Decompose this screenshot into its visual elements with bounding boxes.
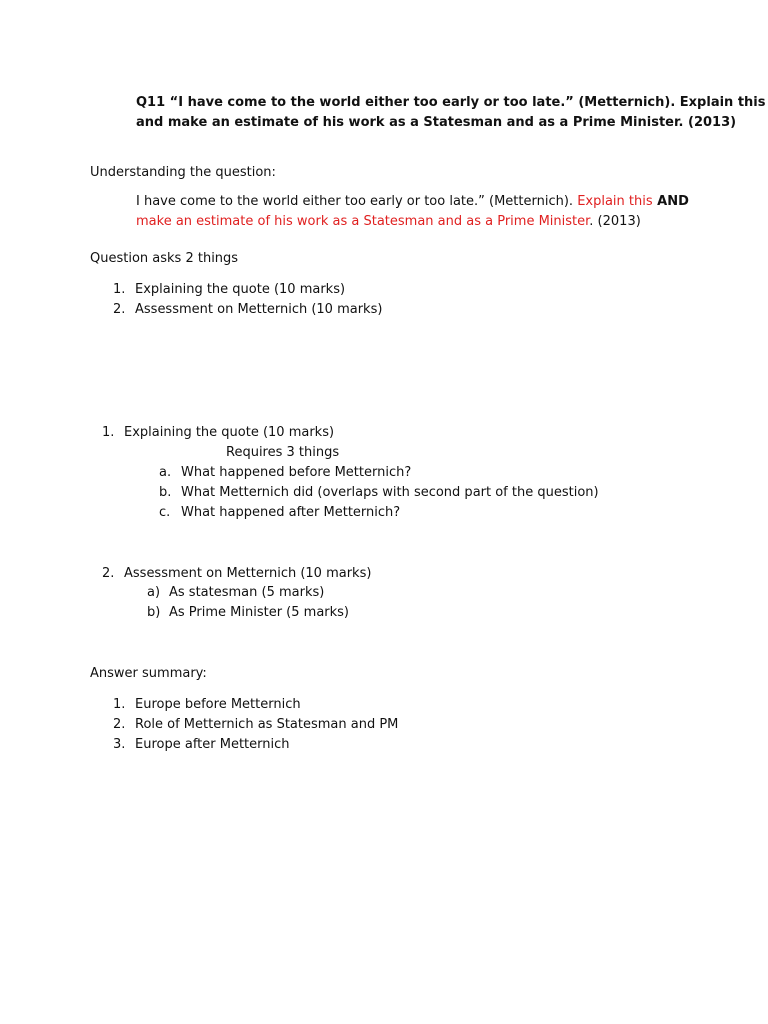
section1-title-text: Explaining the quote (10 marks) (124, 425, 335, 440)
section2-title (102, 564, 371, 584)
summary-item-text: Role of Metternich as Statesman and PM (135, 717, 399, 732)
section1-item (159, 503, 400, 523)
section1-item-text: What happened after Metternich? (181, 505, 401, 520)
question-line-2: and make an estimate of his work as a Statesman and as a Prime Minister. (2013) (136, 115, 737, 130)
asks-item-text: Explaining the quote (10 marks) (135, 282, 346, 297)
section2-number: 2. (102, 566, 115, 581)
section2-item-text: As statesman (5 marks) (169, 585, 325, 600)
section1-item (159, 483, 599, 503)
asks-heading: Question asks 2 things (90, 251, 239, 266)
section1-item-text: What happened before Metternich? (181, 465, 412, 480)
section1-item-text: What Metternich did (overlaps with second part of the question) (181, 485, 599, 500)
summary-item-text: Europe after Metternich (135, 737, 290, 752)
asks-item-text: Assessment on Metternich (10 marks) (135, 302, 383, 317)
understanding-year: . (2013) (589, 214, 641, 229)
summary-item-number: 1. (113, 697, 126, 712)
section1-title (102, 423, 334, 443)
understanding-quote-text: I have come to the world either too early or too late.” (Metternich). (136, 194, 578, 209)
and-keyword: AND (652, 194, 689, 209)
asks-item (113, 300, 382, 320)
section1-item-letter: a. (159, 465, 172, 480)
summary-item (113, 735, 290, 755)
section1-requires: Requires 3 things (226, 445, 340, 460)
section1-number: 1. (102, 425, 115, 440)
question-line-1: Q11 “I have come to the world either too early or too late.” (Metternich). Explain this (136, 95, 766, 110)
summary-item-number: 3. (113, 737, 126, 752)
explain-this-highlight: Explain this (577, 194, 653, 209)
asks-item-number: 1. (113, 282, 126, 297)
summary-heading: Answer summary: (90, 666, 207, 681)
section2-item-text: As Prime Minister (5 marks) (169, 605, 350, 620)
asks-item (113, 280, 345, 300)
section1-item-letter: b. (159, 485, 172, 500)
section1-item (159, 463, 411, 483)
section2-item (147, 583, 324, 603)
understanding-line-1 (136, 192, 689, 212)
section2-item (147, 603, 349, 623)
section2-title-text: Assessment on Metternich (10 marks) (124, 566, 372, 581)
estimate-highlight: make an estimate of his work as a Statesman and as a Prime Minister (136, 214, 590, 229)
summary-item-text: Europe before Metternich (135, 697, 301, 712)
section2-item-letter: a) (147, 585, 161, 600)
understanding-line-2 (136, 212, 641, 232)
summary-item (113, 695, 301, 715)
section2-item-letter: b) (147, 605, 161, 620)
asks-item-number: 2. (113, 302, 126, 317)
summary-item (113, 715, 398, 735)
summary-item-number: 2. (113, 717, 126, 732)
understanding-heading: Understanding the question: (90, 165, 276, 180)
section1-item-letter: c. (159, 505, 171, 520)
